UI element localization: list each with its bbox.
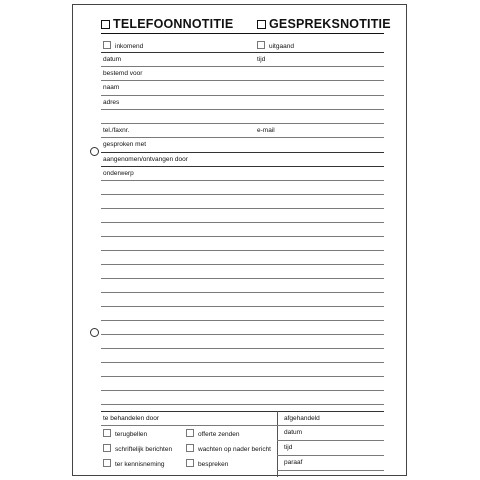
line-naam[interactable]	[101, 95, 384, 96]
footer-divider	[277, 411, 278, 477]
option-wachten[interactable]	[186, 444, 271, 454]
label-email: e-mail	[257, 127, 275, 134]
writing-line[interactable]	[101, 306, 384, 307]
label-aangenomen: aangenomen/ontvangen door	[103, 156, 188, 163]
line-tel[interactable]	[101, 137, 384, 138]
title-telefoonnotitie	[101, 17, 233, 31]
title-underline	[101, 33, 384, 34]
label-datum: datum	[103, 56, 122, 63]
writing-line[interactable]	[101, 362, 384, 363]
option-terugbellen[interactable]	[103, 429, 147, 439]
line-datum[interactable]	[101, 66, 384, 67]
option-bespreken[interactable]	[186, 459, 228, 469]
line-bestemd-voor[interactable]	[101, 80, 384, 81]
writing-line[interactable]	[101, 292, 384, 293]
line-onderwerp[interactable]	[101, 180, 384, 181]
writing-line[interactable]	[101, 404, 384, 405]
label-afgehandeld: afgehandeld	[284, 415, 320, 422]
writing-line[interactable]	[101, 194, 384, 195]
writing-line[interactable]	[101, 208, 384, 209]
footer-top-rule	[101, 411, 384, 412]
title-gespreksnotitie-label: GESPREKSNOTITIE	[269, 17, 391, 31]
checkbox-schriftelijk[interactable]	[103, 444, 111, 452]
line-adres-2[interactable]	[101, 123, 384, 124]
writing-line[interactable]	[101, 390, 384, 391]
label-bestemd-voor: bestemd voor	[103, 70, 143, 77]
label-wachten: wachten op nader bericht	[198, 446, 271, 453]
writing-line[interactable]	[101, 376, 384, 377]
line-aangenomen[interactable]	[101, 166, 384, 167]
writing-line[interactable]	[101, 250, 384, 251]
writing-line[interactable]	[101, 222, 384, 223]
label-paraaf: paraaf	[284, 459, 303, 466]
label-terugbellen: terugbellen	[115, 431, 148, 438]
option-schriftelijk[interactable]	[103, 444, 172, 454]
checkbox-inkomend[interactable]	[103, 41, 111, 49]
label-gesproken-met: gesproken met	[103, 141, 146, 148]
checkbox-wachten[interactable]	[186, 444, 194, 452]
line-gesproken-met[interactable]	[101, 152, 384, 153]
field-inkomend[interactable]	[103, 41, 143, 51]
checkbox-telefoonnotitie[interactable]	[101, 20, 110, 29]
label-adres: adres	[103, 99, 120, 106]
label-naam: naam	[103, 84, 120, 91]
label-uitgaand: uitgaand	[269, 43, 294, 50]
rule-inkomend	[101, 52, 384, 53]
writing-line[interactable]	[101, 264, 384, 265]
label-tijd: tijd	[257, 56, 266, 63]
option-offerte-zenden[interactable]	[186, 429, 239, 439]
checkbox-kennisneming[interactable]	[103, 459, 111, 467]
checkbox-offerte-zenden[interactable]	[186, 429, 194, 437]
checkbox-gespreksnotitie[interactable]	[257, 20, 266, 29]
field-uitgaand[interactable]	[257, 41, 294, 51]
checkbox-bespreken[interactable]	[186, 459, 194, 467]
writing-line[interactable]	[101, 348, 384, 349]
writing-line[interactable]	[101, 320, 384, 321]
checkbox-uitgaand[interactable]	[257, 41, 265, 49]
telephone-note-form	[72, 4, 407, 476]
title-telefoonnotitie-label: TELEFOONNOTITIE	[113, 17, 234, 31]
label-onderwerp: onderwerp	[103, 170, 134, 177]
line-footer-datum[interactable]	[277, 440, 384, 441]
label-bespreken: bespreken	[198, 461, 229, 468]
writing-line[interactable]	[101, 278, 384, 279]
label-footer-datum: datum	[284, 429, 303, 436]
writing-line[interactable]	[101, 236, 384, 237]
label-kennisneming: ter kennisneming	[115, 461, 165, 468]
punch-hole-bottom	[90, 328, 99, 337]
option-kennisneming[interactable]	[103, 459, 165, 469]
checkbox-terugbellen[interactable]	[103, 429, 111, 437]
label-offerte-zenden: offerte zenden	[198, 431, 240, 438]
label-inkomend: inkomend	[115, 43, 144, 50]
label-te-behandelen: te behandelen door	[103, 415, 160, 422]
line-adres-1[interactable]	[101, 109, 384, 110]
label-tel-fax: tel./faxnr.	[103, 127, 130, 134]
title-gespreksnotitie	[257, 17, 391, 31]
line-te-behandelen[interactable]	[101, 425, 277, 426]
line-afgehandeld[interactable]	[277, 425, 384, 426]
label-schriftelijk: schriftelijk berichten	[115, 446, 173, 453]
punch-hole-top	[90, 147, 99, 156]
line-footer-tijd[interactable]	[277, 455, 384, 456]
writing-line[interactable]	[101, 334, 384, 335]
line-paraaf[interactable]	[277, 470, 384, 471]
label-footer-tijd: tijd	[284, 444, 293, 451]
